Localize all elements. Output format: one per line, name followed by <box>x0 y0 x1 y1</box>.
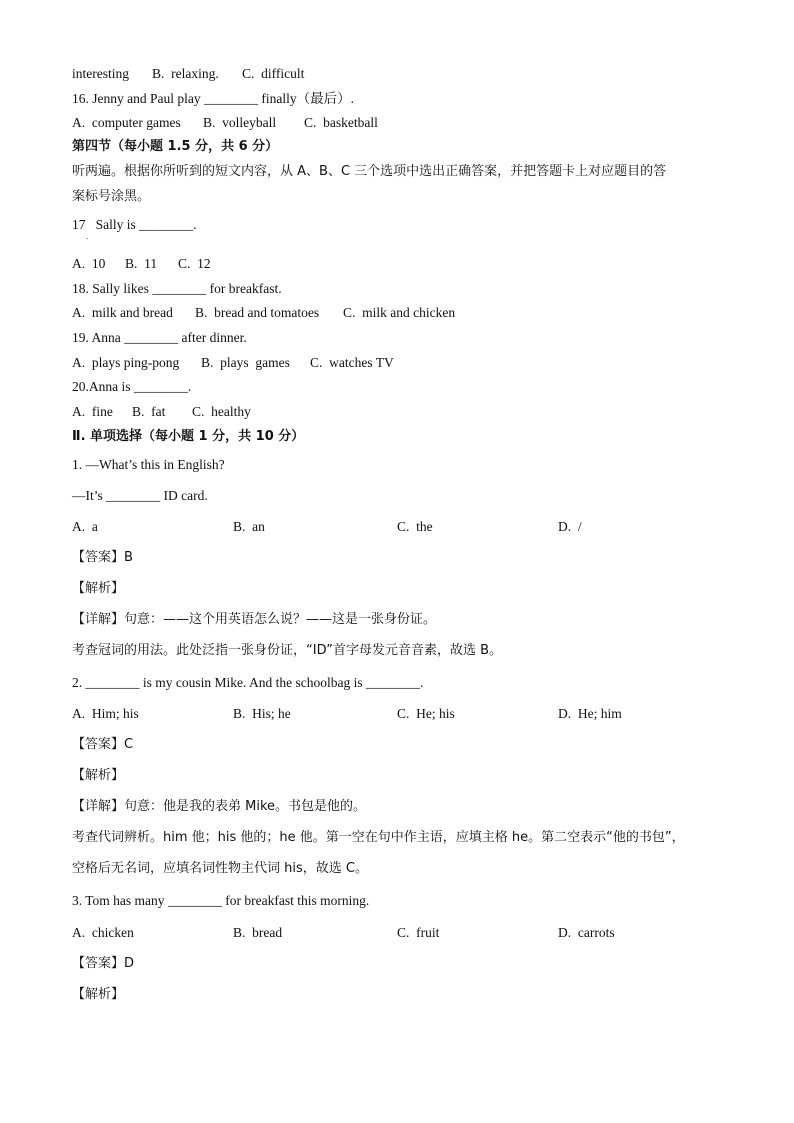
p2-analysis-label: 【解析】 <box>72 768 125 783</box>
p2-explanation-line1: 考查代词辨析。him 他；his 他的；he 他。第一空在句中作主语，应填主格 he。第二空表示“他的书包”， <box>72 830 685 845</box>
question-20-option-b: B. fat <box>132 404 166 419</box>
question-17-option-c: C. 12 <box>178 256 211 271</box>
p2-option-d: D. He; him <box>558 706 622 721</box>
option-c: C. difficult <box>242 66 305 81</box>
p3-option-d: D. carrots <box>558 925 615 940</box>
question-16-option-b: B. volleyball <box>203 115 277 130</box>
p2-option-c: C. He; his <box>397 706 455 721</box>
question-18-option-b: B. bread and tomatoes <box>195 305 320 320</box>
p2-stem: 2. ________ is my cousin Mike. And the schoolbag is ________. <box>72 675 424 690</box>
p1-option-a: A. a <box>72 519 98 534</box>
p3-option-c: C. fruit <box>397 925 440 940</box>
p3-analysis-label: 【解析】 <box>72 987 125 1002</box>
p1-answer: 【答案】B <box>72 550 133 565</box>
p1-analysis-label: 【解析】 <box>72 581 125 596</box>
p3-option-a: A. chicken <box>72 925 134 940</box>
part-2-title: Ⅱ. 单项选择（每小题 1 分，共 10 分） <box>72 429 305 444</box>
p2-explanation-line2: 空格后无名词，应填名词性物主代词 his，故选 C。 <box>72 861 368 876</box>
p1-option-b: B. an <box>233 519 265 534</box>
p1-line2: —It’s ________ ID card. <box>72 488 208 503</box>
question-18-stem: 18. Sally likes ________ for breakfast. <box>72 281 282 296</box>
question-20-option-a: A. fine <box>72 404 113 419</box>
p2-option-b: B. His; he <box>233 706 291 721</box>
p1-option-d: D. / <box>558 519 582 534</box>
question-17-option-b: B. 11 <box>125 256 158 271</box>
question-17-option-a: A. 10 <box>72 256 106 271</box>
p1-line1: 1. —What’s this in English? <box>72 457 225 472</box>
question-17-stem: 17 Sally is ________. <box>72 217 197 232</box>
option-b: B. relaxing. <box>152 66 219 81</box>
p1-explanation: 考查冠词的用法。此处泛指一张身份证，“ID”首字母发元音音素，故选 B。 <box>72 643 503 658</box>
question-16-stem: 16. Jenny and Paul play ________ finally（最后）. <box>72 91 354 106</box>
question-18-option-a: A. milk and bread <box>72 305 173 320</box>
question-19-stem: 19. Anna ________ after dinner. <box>72 330 247 345</box>
p2-detail: 【详解】句意：他是我的表弟 Mike。书包是他的。 <box>72 799 367 814</box>
section-4-instruction-line1: 听两遍。根据你所听到的短文内容，从 A、B、C 三个选项中选出正确答案，并把答题卡上对应题目的答 <box>72 164 667 179</box>
question-17-mark: . <box>86 232 88 241</box>
section-4-title: 第四节（每小题 1.5 分，共 6 分） <box>72 139 279 154</box>
p3-option-b: B. bread <box>233 925 283 940</box>
p3-answer: 【答案】D <box>72 956 135 971</box>
option-a: interesting <box>72 66 129 81</box>
section-4-instruction-line2: 案标号涂黑。 <box>72 189 151 204</box>
question-16-option-c: C. basketball <box>304 115 378 130</box>
question-19-option-c: C. watches TV <box>310 355 394 370</box>
question-20-stem: 20.Anna is ________. <box>72 379 192 394</box>
p2-option-a: A. Him; his <box>72 706 139 721</box>
p2-answer: 【答案】C <box>72 737 134 752</box>
question-16-option-a: A. computer games <box>72 115 181 130</box>
question-19-option-b: B. plays games <box>201 355 290 370</box>
question-19-option-a: A. plays ping-pong <box>72 355 180 370</box>
p1-option-c: C. the <box>397 519 433 534</box>
p1-detail: 【详解】句意：——这个用英语怎么说？——这是一张身份证。 <box>72 612 437 627</box>
question-18-option-c: C. milk and chicken <box>343 305 456 320</box>
p3-stem: 3. Tom has many ________ for breakfast this morning. <box>72 893 370 908</box>
question-20-option-c: C. healthy <box>192 404 251 419</box>
